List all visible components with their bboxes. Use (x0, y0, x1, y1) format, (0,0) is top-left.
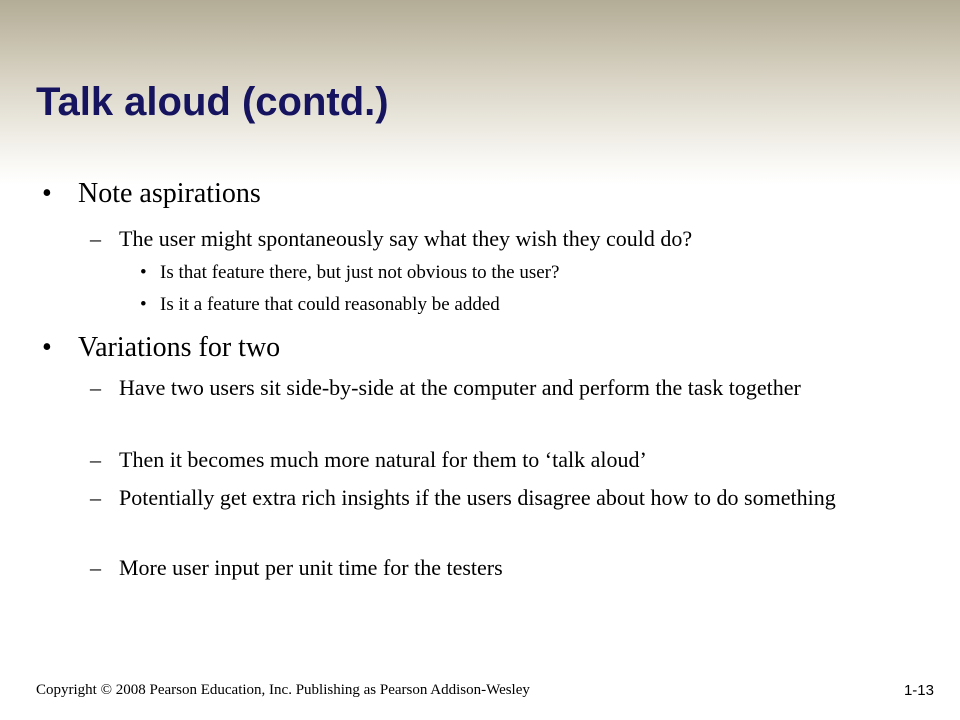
dash-mark: – (90, 555, 101, 580)
sub-bullet-text: The user might spontaneously say what they wish they could do? (119, 226, 693, 251)
bullet-text: Note aspirations (78, 178, 261, 209)
bullet-mark: • (42, 332, 52, 363)
dash-mark: – (90, 485, 101, 510)
bullet-text: Variations for two (78, 332, 281, 363)
bullet-mark: • (140, 294, 147, 315)
sub-bullet-text: Have two users sit side-by-side at the computer and perform the task together (119, 375, 801, 400)
sub-sub-bullet-text: Is it a feature that could reasonably be added (160, 294, 500, 315)
dash-mark: – (90, 226, 101, 251)
bullet-mark: • (140, 262, 147, 283)
dash-mark: – (90, 447, 101, 472)
sub-bullet-text: More user input per unit time for the testers (119, 555, 503, 580)
dash-mark: – (90, 375, 101, 400)
sub-bullet-text: Then it becomes much more natural for them to ‘talk aloud’ (119, 447, 647, 472)
copyright-notice: Copyright © 2008 Pearson Education, Inc. Publishing as Pearson Addison-Wesley (36, 682, 530, 698)
slide-title: Talk aloud (contd.) (36, 80, 389, 124)
sub-bullet-text: Potentially get extra rich insights if the users disagree about how to do something (119, 485, 836, 510)
sub-sub-bullet-text: Is that feature there, but just not obvious to the user? (160, 262, 560, 283)
bullet-mark: • (42, 178, 52, 209)
page-number: 1-13 (903, 682, 934, 699)
